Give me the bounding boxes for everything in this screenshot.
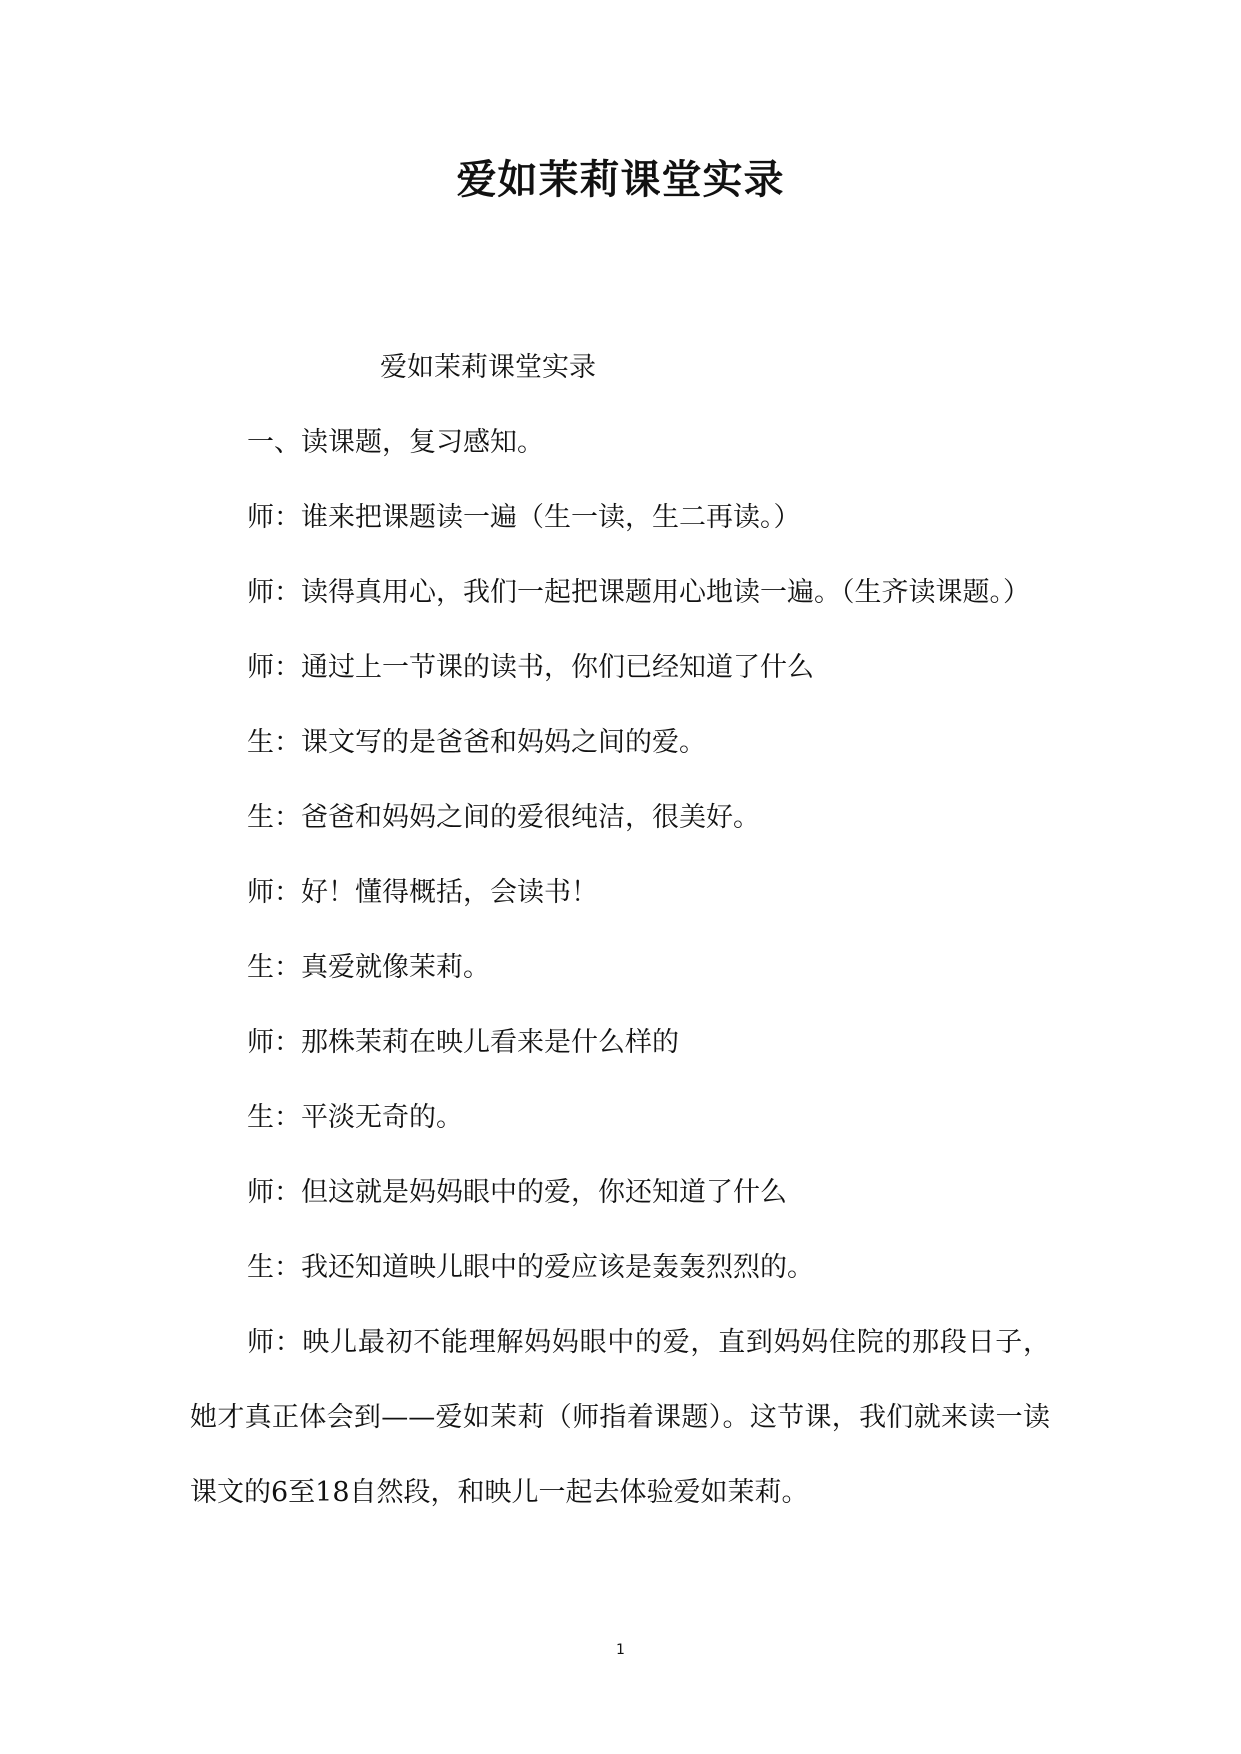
paragraph: 一、读课题，复习感知。	[247, 427, 544, 458]
paragraph: 师：谁来把课题读一遍（生一读，生二再读。）	[247, 502, 801, 533]
paragraph: 生：爸爸和妈妈之间的爱很纯洁，很美好。	[247, 802, 760, 833]
paragraph: 师：那株茉莉在映儿看来是什么样的	[247, 1027, 679, 1058]
paragraph: 生：课文写的是爸爸和妈妈之间的爱。	[247, 727, 706, 758]
paragraph: 师：好！懂得概括，会读书！	[247, 877, 598, 908]
paragraph: 师：读得真用心，我们一起把课题用心地读一遍。（生齐读课题。）	[247, 577, 1030, 608]
paragraph: 师：但这就是妈妈眼中的爱，你还知道了什么	[247, 1177, 787, 1208]
paragraph: 生：平淡无奇的。	[247, 1102, 463, 1133]
document-body	[190, 330, 1050, 1530]
paragraph: 师：通过上一节课的读书，你们已经知道了什么	[247, 652, 814, 683]
paragraph: 生：我还知道映儿眼中的爱应该是轰轰烈烈的。	[247, 1252, 814, 1283]
page-number: 1	[616, 1642, 625, 1658]
paragraph: 生：真爱就像茉莉。	[247, 952, 490, 983]
paragraph: 师：映儿最初不能理解妈妈眼中的爱，直到妈妈住院的那段日子，她才真正体会到——爱如茉莉（师指着课题）。这节课，我们就来读一读课文的6至18自然段，和映儿一起去体验爱如茉莉。	[190, 1327, 1050, 1508]
document-subtitle: 爱如茉莉课堂实录	[380, 352, 596, 383]
document-title: 爱如茉莉课堂实录	[456, 156, 785, 203]
